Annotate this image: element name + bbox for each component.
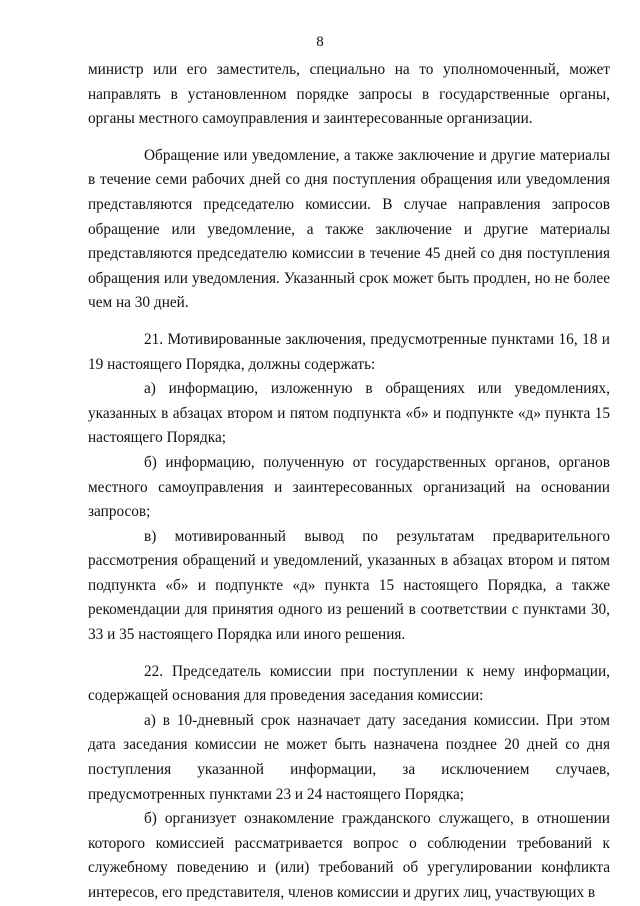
paragraph-item-22-a: а) в 10-дневный срок назначает дату заседания комиссии. При этом дата заседания комиссии не может быть назначена позднее 20 дней со дня поступления указанной информации, за исключением случаев, предусмотренных пунктами 23 и 24 настоящего Порядка;	[88, 711, 610, 803]
paragraph-item-21-a: а) информацию, изложенную в обращениях или уведомлениях, указанных в абзацах втором и пятом подпункта «б» и подпункте «д» пункта 15 настоящего Порядка;	[88, 380, 610, 447]
paragraph-item-22: 22. Председатель комиссии при поступлении к нему информации, содержащей основания для проведения заседания комиссии:	[88, 662, 610, 705]
document-body	[88, 58, 610, 906]
paragraph-item-21-v: в) мотивированный вывод по результатам предварительного рассмотрения обращений и уведомлений, указанных в абзацах втором и пятом подпункта «б» и подпункте «д» пункта 15 настоящего Порядка, а также рекомендации для принятия одного из решений в соответствии с пунктами 30, 33 и 35 настоящего Порядка или иного решения.	[88, 527, 610, 644]
paragraph-continuation: министр или его заместитель, специально на то уполномоченный, может направлять в установленном порядке запросы в государственные органы, органы местного самоуправления и заинтересованные организации.	[88, 61, 610, 128]
paragraph-item-21-b: б) информацию, полученную от государственных органов, органов местного самоуправления и заинтересованных организаций на основании запросов;	[88, 453, 610, 521]
paragraph-submission-terms: Обращение или уведомление, а также заключение и другие материалы в течение семи рабочих дней со дня поступления обращения или уведомления представляются председателю комиссии. В случае направления запросов обращение или уведомление, а также заключение и другие материалы представляются председателю комиссии в течение 45 дней со дня поступления обращения или уведомления. Указанный срок может быть продлен, но не более чем на 30 дней.	[88, 146, 610, 312]
page-number: 8	[316, 34, 324, 50]
paragraph-item-21: 21. Мотивированные заключения, предусмотренные пунктами 16, 18 и 19 настоящего Порядка, должны содержать:	[88, 330, 610, 373]
paragraph-item-22-b: б) организует ознакомление гражданского служащего, в отношении которого комиссией рассматривается вопрос о соблюдении требований к служебному поведению и (или) требований об урегулировании конфликта интересов, его представителя, членов комиссии и других лиц, участвующих в	[88, 810, 610, 901]
